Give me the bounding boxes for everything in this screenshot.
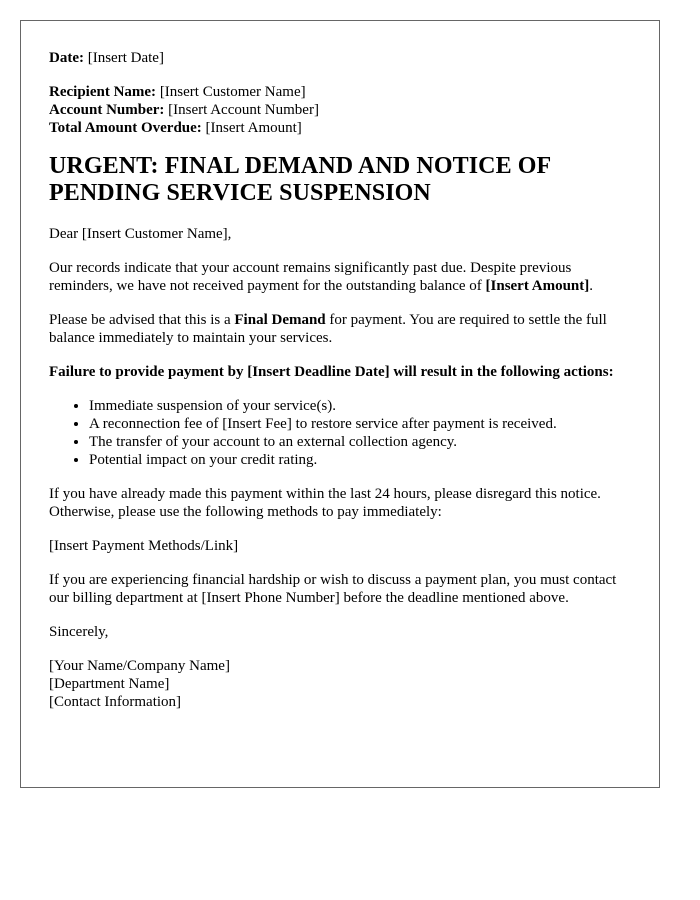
date-block <box>49 49 631 67</box>
list-item: • Potential impact on your credit rating. <box>89 451 631 469</box>
signature-block <box>49 657 631 711</box>
date-value: [Insert Date] <box>87 50 164 66</box>
amount-overdue-label: Total Amount Overdue: <box>49 120 202 136</box>
past-due-amount: [Insert Amount] <box>485 278 590 294</box>
account-number-label: Account Number: <box>49 102 165 118</box>
date-line <box>49 49 631 67</box>
recipient-line <box>49 83 631 101</box>
final-demand-bold: Final Demand <box>234 312 326 328</box>
list-item: • A reconnection fee of [Insert Fee] to restore service after payment is received. <box>89 415 631 433</box>
contact-information: [Contact Information] <box>49 694 182 710</box>
letter-container <box>20 20 660 788</box>
account-number-line <box>49 101 631 119</box>
greeting: Dear [Insert Customer Name], <box>49 226 232 242</box>
final-demand-end: for payment. You are required to settle the full balance immediately to maintain your services. <box>49 312 607 346</box>
letter-title: URGENT: FINAL DEMAND AND NOTICE OF PENDING SERVICE SUSPENSION <box>49 153 551 206</box>
recipient-label: Recipient Name: <box>49 84 157 100</box>
paragraph-final-demand <box>49 311 631 347</box>
payment-methods: [Insert Payment Methods/Link] <box>49 538 239 554</box>
account-number-value: [Insert Account Number] <box>168 102 319 118</box>
list-item: • Immediate suspension of your service(s). <box>89 397 631 415</box>
paragraph-past-due <box>49 259 631 295</box>
paragraph-hardship: If you are experiencing financial hardship or wish to discuss a payment plan, you must contact our billing department at [Insert Phone Number] before the deadline mentioned above. <box>49 572 617 606</box>
list-item: • The transfer of your account to an external collection agency. <box>89 433 631 451</box>
sender-name: [Your Name/Company Name] <box>49 658 230 674</box>
final-demand-start: Please be advised that this is a <box>49 312 235 328</box>
amount-overdue-line <box>49 119 631 137</box>
paragraph-already-paid: If you have already made this payment within the last 24 hours, please disregard this notice. Otherwise, please use the following methods to pay immediately: <box>49 486 601 520</box>
department-name: [Department Name] <box>49 676 170 692</box>
past-due-text: Our records indicate that your account remains significantly past due. Despite previous reminders, we have not received payment for the outstanding balance of <box>49 260 572 294</box>
date-label: Date: <box>49 50 84 66</box>
recipient-value: [Insert Customer Name] <box>159 84 306 100</box>
amount-overdue-value: [Insert Amount] <box>205 120 302 136</box>
sign-off: Sincerely, <box>49 624 109 640</box>
account-info-block <box>49 83 631 137</box>
actions-list <box>49 397 631 469</box>
failure-warning: Failure to provide payment by [Insert Deadline Date] will result in the following actions: <box>49 364 614 380</box>
past-due-end: . <box>589 278 594 294</box>
